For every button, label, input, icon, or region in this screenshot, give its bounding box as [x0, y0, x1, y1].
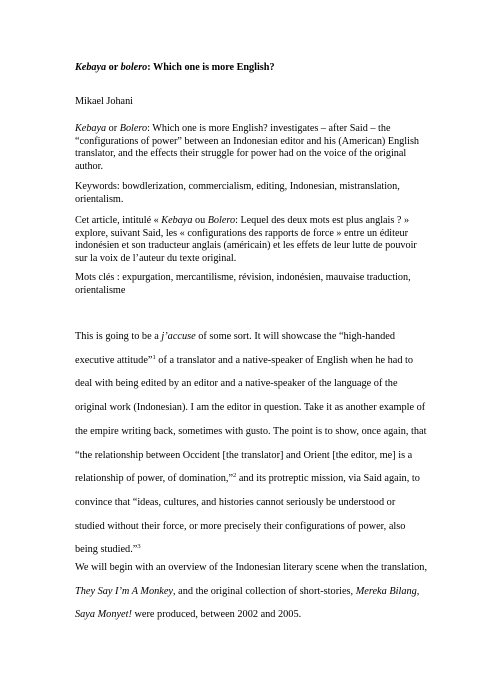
- para1-text-d: and its protreptic mission, via Said again, to convince that “ideas, cultures, and histories cannot seriously be understood or studied without their force, or more precisely their configurations of power, also being studied.”: [75, 473, 420, 556]
- article-title: [75, 61, 427, 74]
- title-rest: : Which one is more English?: [147, 62, 275, 73]
- footnote-ref-3[interactable]: 3: [137, 543, 141, 551]
- author-name: Mikael Johani: [75, 96, 134, 107]
- footnote-ref-1[interactable]: 1: [152, 353, 156, 361]
- abstract-fr-ou: ou: [192, 215, 208, 226]
- body-paragraph-2: [75, 556, 427, 627]
- abstract-french: [75, 215, 427, 265]
- title-kebaya: Kebaya: [75, 62, 107, 73]
- para1-text-a: This is going to be a: [75, 331, 162, 342]
- abstract-english: [75, 123, 427, 173]
- body-paragraph-1: [75, 325, 427, 562]
- abstract-en-kebaya: Kebaya: [75, 123, 107, 134]
- para1-text-b: of some sort. It will showcase the “high-handed executive attitude”: [75, 331, 395, 366]
- para2-title-english: They Say I’m A Monkey: [75, 585, 173, 597]
- abstract-en-text: : Which one is more English? investigates – after Said – the “configurations of power” between an Indonesian editor and his (American) English translator, and the effects their struggle for power had on the voice of the original author.: [75, 123, 419, 172]
- para1-text-c: of a translator and a native-speaker of English when he had to deal with being edited by an editor and a native-speaker of the language of the original work (Indonesian). I am the editor in question. Take it as another example of the empire writing back, sometimes with gusto. The point is to show, once again, that “the relationship between Occident [the translator] and Orient [the editor, me] is a relationship of power, of domination,”: [75, 354, 427, 485]
- footnote-ref-2[interactable]: 2: [233, 472, 237, 480]
- para2-title-indonesian: Mereka Bilang, Saya Monyet!: [75, 585, 420, 621]
- para2-text-c: were produced, between 2002 and 2005.: [131, 609, 302, 621]
- abstract-en-or: or: [106, 123, 120, 134]
- keywords-english: Keywords: bowdlerization, commercialism, editing, Indonesian, mistranslation, orientalism.: [75, 181, 400, 205]
- title-bolero: bolero: [120, 62, 148, 73]
- abstract-fr-kebaya: Kebaya: [161, 215, 193, 226]
- para1-jaccuse: j’accuse: [161, 331, 196, 342]
- title-or: or: [106, 62, 121, 73]
- abstract-en-bolero: Bolero: [119, 123, 148, 134]
- keywords-french: Mots clés : expurgation, mercantilisme, révision, indonésien, mauvaise traduction, orientalisme: [75, 272, 411, 296]
- para2-text-a: We will begin with an overview of the Indonesian literary scene when the translation,: [75, 562, 428, 573]
- abstract-fr-bolero: Bolero: [207, 215, 236, 226]
- abstract-fr-lead: Cet article, intitulé «: [75, 215, 162, 226]
- abstract-fr-text: : Lequel des deux mots est plus anglais ? » explore, suivant Said, les « configurations des rapports de force » entre un éditeur indonésien et son traducteur anglais (américain) et les effets de leur lutte de pouvoir sur la voix de l’auteur du texte original.: [75, 215, 417, 264]
- para2-text-b: , and the original collection of short-stories,: [172, 585, 356, 597]
